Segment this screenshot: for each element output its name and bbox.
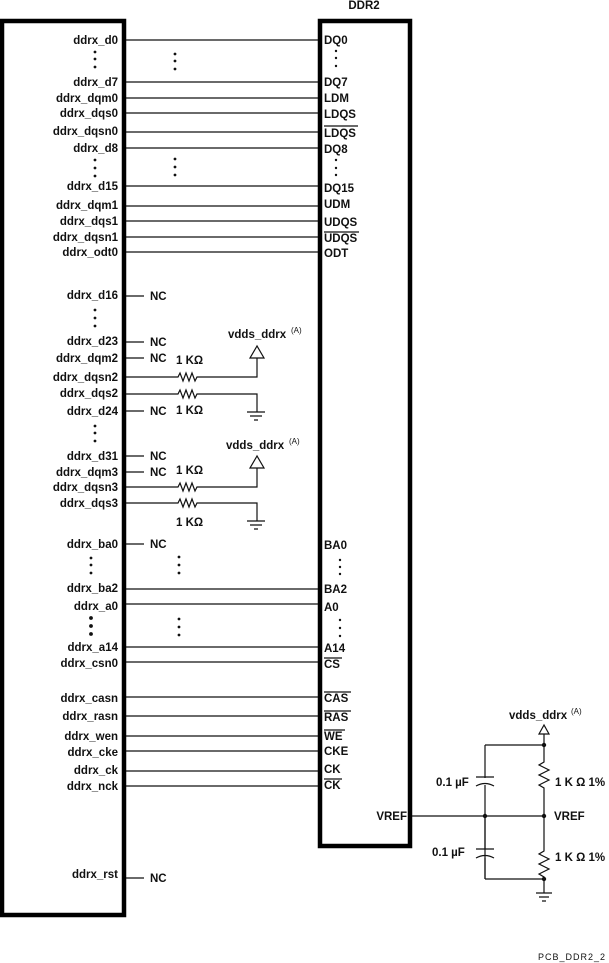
pin-ddrx-dqm2: ddrx_dqm2 [56, 353, 118, 365]
supply-label: vdds_ddrx [226, 440, 285, 452]
pin-ddrx-d7: ddrx_d7 [73, 77, 118, 89]
junction-dots [483, 743, 546, 881]
pin-ddrx-odt0: ddrx_odt0 [62, 247, 118, 259]
termination-labels [176, 326, 302, 529]
supply-note: (A) [289, 437, 300, 446]
vref-supply-label: vdds_ddrx [509, 710, 568, 722]
pin-ck-n: CK [324, 780, 341, 792]
pin-ba2: BA2 [324, 584, 348, 596]
pin-ddrx-wen: ddrx_wen [64, 731, 118, 743]
resistor-label: 1 KΩ [176, 465, 204, 477]
pin-a0: A0 [324, 602, 339, 614]
pin-ldqs-n: LDQS [324, 128, 356, 140]
nc-label: NC [150, 337, 167, 349]
pin-ddrx-dqsn3: ddrx_dqsn3 [52, 482, 118, 494]
res-bottom-label: 1 K Ω 1% [555, 852, 606, 864]
resistor-label: 1 KΩ [176, 517, 204, 529]
pin-cke: CKE [324, 746, 349, 758]
pin-ddrx-dqsn1: ddrx_dqsn1 [52, 232, 118, 244]
pin-ldm: LDM [324, 93, 349, 105]
pin-ddrx-dqs0: ddrx_dqs0 [59, 108, 118, 120]
pin-ddrx-ba2: ddrx_ba2 [66, 583, 118, 595]
pin-ddrx-d23: ddrx_d23 [66, 336, 118, 348]
supply-label: vdds_ddrx [228, 329, 287, 341]
pin-ddrx-dqm0: ddrx_dqm0 [56, 93, 118, 105]
nc-label: NC [150, 291, 167, 303]
nc-label: NC [150, 406, 167, 418]
nc-labels [150, 291, 167, 885]
pin-ddrx-d0: ddrx_d0 [73, 35, 118, 47]
resistor-label: 1 KΩ [176, 405, 204, 417]
pin-dq7: DQ7 [324, 77, 348, 89]
pin-ddrx-dqsn2: ddrx_dqsn2 [52, 372, 118, 384]
pin-vref: VREF [376, 811, 407, 823]
pin-we-n: WE [324, 731, 343, 743]
ddr2-title: DDR2 [348, 0, 380, 12]
pin-ddrx-d15: ddrx_d15 [66, 181, 118, 193]
pin-ddrx-dqsn0: ddrx_dqsn0 [52, 126, 118, 138]
ellipsis-dots [89, 50, 341, 637]
pin-ddrx-dqs2: ddrx_dqs2 [59, 388, 118, 400]
nc-label: NC [150, 353, 167, 365]
vref-node-label: VREF [554, 811, 585, 823]
res-top-label: 1 K Ω 1% [555, 777, 606, 789]
pin-odt: ODT [324, 248, 349, 260]
pin-ddrx-d31: ddrx_d31 [66, 451, 118, 463]
cap-bottom-label: 0.1 µF [432, 847, 465, 859]
pin-ddrx-casn: ddrx_casn [60, 693, 118, 705]
pin-ddrx-dqs1: ddrx_dqs1 [59, 216, 118, 228]
cap-top-label: 0.1 µF [436, 777, 469, 789]
pin-cs-n: CS [324, 659, 340, 671]
pin-ddrx-a0: ddrx_a0 [73, 601, 118, 613]
pin-ddrx-d24: ddrx_d24 [66, 406, 118, 418]
supply-note: (A) [291, 326, 302, 335]
figure-id: PCB_DDR2_2 [537, 952, 606, 962]
nc-label: NC [150, 467, 167, 479]
nc-label: NC [150, 451, 167, 463]
pin-ddrx-d8: ddrx_d8 [73, 143, 118, 155]
pin-dq8: DQ8 [324, 144, 348, 156]
resistor-label: 1 KΩ [176, 355, 204, 367]
pin-ddrx-dqs3: ddrx_dqs3 [59, 498, 118, 510]
pin-ddrx-a14: ddrx_a14 [67, 642, 118, 654]
pin-ldqs: LDQS [324, 109, 356, 121]
pin-udqs-n: UDQS [324, 233, 358, 245]
pin-ddrx-d16: ddrx_d16 [66, 290, 118, 302]
nc-label: NC [150, 873, 167, 885]
nc-label: NC [150, 539, 167, 551]
pin-ddrx-cke: ddrx_cke [67, 747, 118, 759]
pin-ddrx-dqm3: ddrx_dqm3 [56, 467, 118, 479]
pin-ddrx-rst: ddrx_rst [71, 869, 118, 881]
pin-udqs: UDQS [324, 217, 358, 229]
pin-cas-n: CAS [324, 693, 349, 705]
pin-ddrx-nck: ddrx_nck [66, 781, 118, 793]
pin-ba0: BA0 [324, 540, 348, 552]
pin-ck: CK [324, 764, 341, 776]
pin-ddrx-ck: ddrx_ck [73, 765, 118, 777]
pin-ras-n: RAS [324, 712, 349, 724]
pin-dq15: DQ15 [324, 183, 355, 195]
pin-ddrx-dqm1: ddrx_dqm1 [56, 200, 118, 212]
pin-ddrx-rasn: ddrx_rasn [62, 711, 118, 723]
pin-ddrx-csn0: ddrx_csn0 [60, 658, 118, 670]
vref-circuit [432, 707, 605, 864]
pin-udm: UDM [324, 199, 351, 211]
vref-supply-note: (A) [571, 707, 582, 716]
pin-a14: A14 [324, 643, 346, 655]
pin-ddrx-ba0: ddrx_ba0 [66, 539, 118, 551]
pin-dq0: DQ0 [324, 35, 348, 47]
